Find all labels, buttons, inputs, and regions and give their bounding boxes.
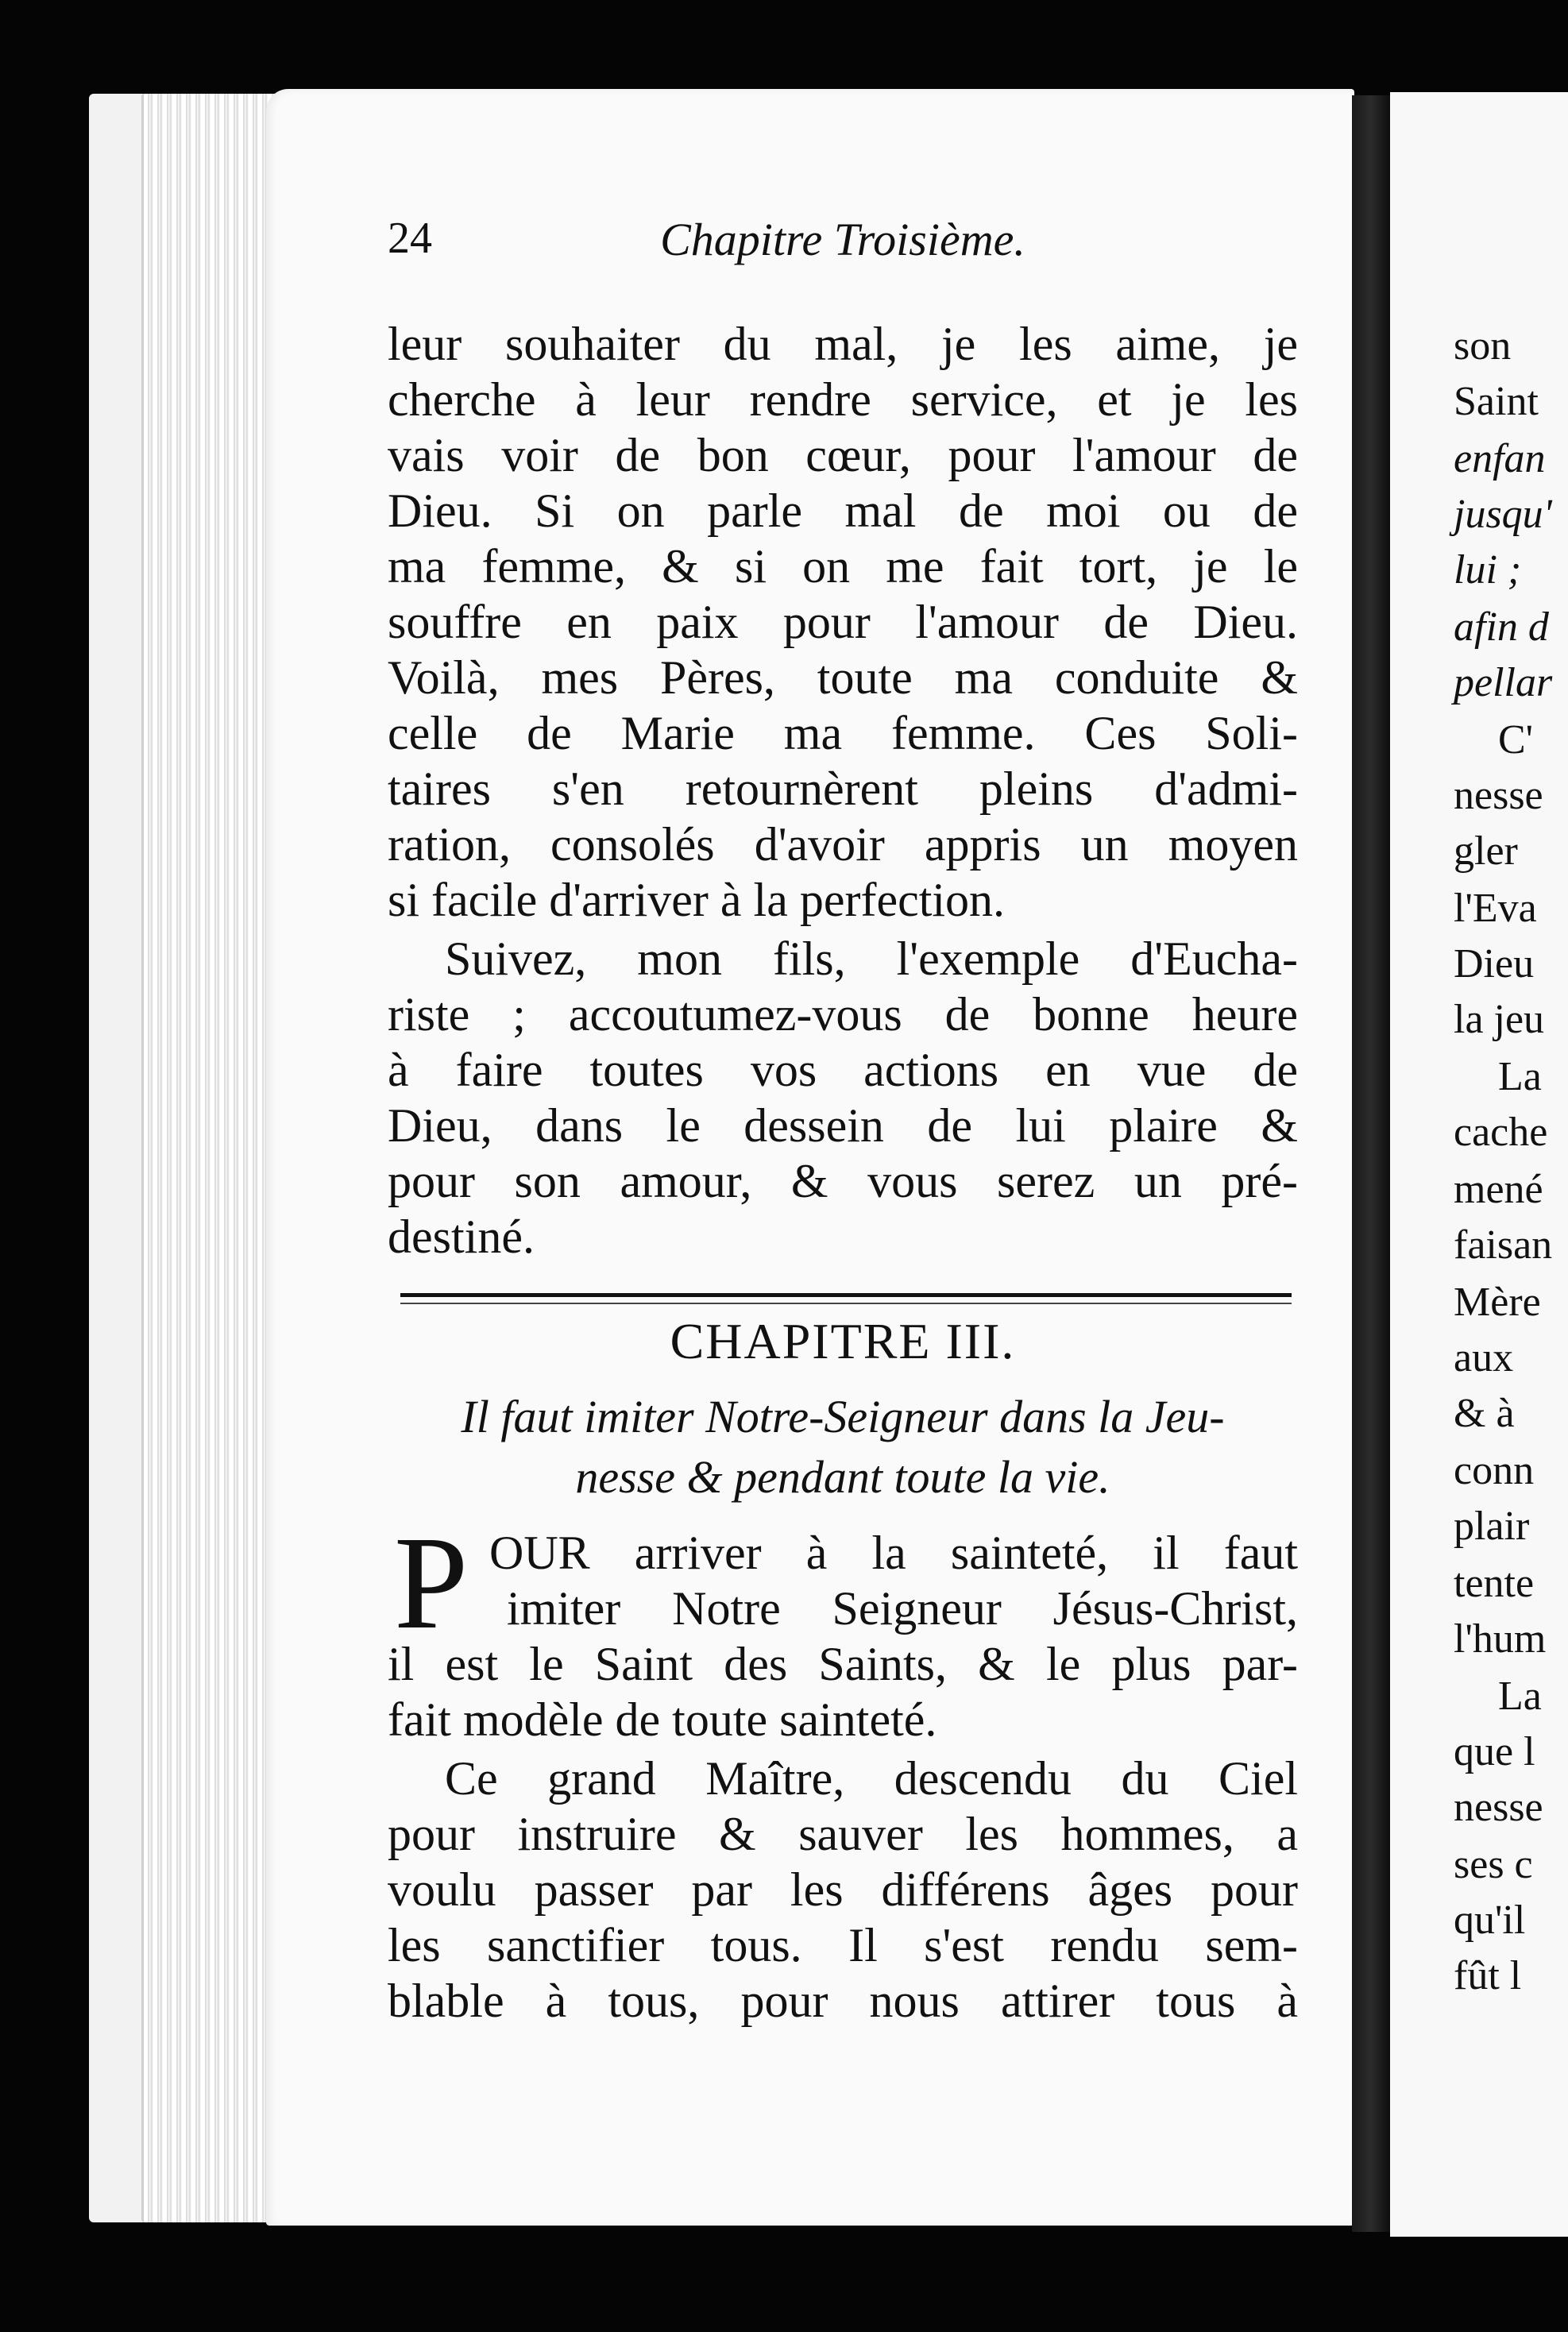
text-line: pour son amour, & vous serez un pré-	[388, 1155, 1298, 1207]
text-line: imiter Notre Seigneur Jésus-Christ,	[507, 1582, 1298, 1635]
text-line: Suivez, mon fils, l'exemple d'Eucha-	[445, 932, 1298, 985]
drop-cap: P	[394, 1509, 469, 1657]
text-line: fait modèle de toute sainteté.	[388, 1693, 937, 1746]
right-line: son	[1454, 323, 1512, 369]
page-number: 24	[388, 214, 432, 263]
text-line: riste ; accoutumez-vous de bonne heure	[388, 988, 1298, 1041]
text-line: blable à tous, pour nous attirer tous à	[388, 1975, 1298, 2027]
right-line: La	[1498, 1674, 1542, 1719]
text-line: destiné.	[388, 1210, 535, 1263]
right-line: ses c	[1454, 1842, 1533, 1887]
right-line: aux	[1454, 1335, 1514, 1380]
right-line: enfan	[1454, 436, 1546, 481]
text-line: les sanctifier tous. Il s'est rendu sem-	[388, 1919, 1298, 1971]
chapter-rule	[400, 1293, 1292, 1297]
text-line: ma femme, & si on me fait tort, je le	[388, 540, 1298, 593]
right-line: conn	[1454, 1448, 1535, 1493]
right-line: tente	[1454, 1561, 1535, 1606]
right-line: C'	[1498, 717, 1534, 763]
chapter-rule-thin	[400, 1303, 1292, 1304]
text-line: voulu passer par les différens âges pour	[388, 1863, 1298, 1916]
text-line: ration, consolés d'avoir appris un moyen	[388, 818, 1298, 871]
text-line: il est le Saint des Saints, & le plus par-	[388, 1638, 1298, 1690]
right-line: La	[1498, 1054, 1542, 1099]
right-line: l'hum	[1454, 1616, 1547, 1662]
right-line: la jeu	[1454, 997, 1545, 1042]
text-line: Dieu, dans le dessein de lui plaire &	[388, 1099, 1298, 1152]
text-line: Dieu. Si on parle mal de moi ou de	[388, 485, 1298, 537]
right-line: Saint	[1454, 379, 1539, 424]
text-line: souffre en paix pour l'amour de Dieu.	[388, 596, 1298, 648]
text-line: Ce grand Maître, descendu du Ciel	[445, 1752, 1298, 1805]
right-line: Dieu	[1454, 941, 1535, 986]
text-line: vais voir de bon cœur, pour l'amour de	[388, 429, 1298, 481]
chapter-heading: CHAPITRE III.	[670, 1313, 1016, 1369]
text-line: leur souhaiter du mal, je les aime, je	[388, 318, 1298, 370]
running-title: Chapitre Troisième.	[660, 214, 1025, 265]
right-line: qu'il	[1454, 1898, 1526, 1943]
text-line: celle de Marie ma femme. Ces Soli-	[388, 707, 1298, 759]
text-line: si facile d'arriver à la perfection.	[388, 874, 1006, 926]
right-line: & à	[1454, 1391, 1515, 1436]
right-line: nesse	[1454, 773, 1543, 818]
right-line: lui ;	[1454, 547, 1522, 593]
text-line: OUR arriver à la sainteté, il faut	[489, 1527, 1298, 1579]
right-line: plair	[1454, 1504, 1530, 1549]
text-line: à faire toutes vos actions en vue de	[388, 1044, 1298, 1096]
text-line: taires s'en retournèrent pleins d'admi-	[388, 763, 1298, 815]
page-edges	[141, 94, 279, 2222]
right-line: que l	[1454, 1729, 1535, 1774]
right-line: afin d	[1454, 604, 1549, 650]
text-line: cherche à leur rendre service, et je les	[388, 373, 1298, 426]
book-gutter	[1352, 95, 1390, 2232]
right-line: l'Eva	[1454, 886, 1537, 931]
text-line: pour instruire & sauver les hommes, a	[388, 1808, 1298, 1860]
right-line: cache	[1454, 1110, 1548, 1155]
chapter-subtitle: Il faut imiter Notre-Seigneur dans la Jeu-	[461, 1391, 1225, 1442]
right-line: fût l	[1454, 1953, 1522, 1998]
right-line: faisan	[1454, 1222, 1553, 1268]
right-line: gler	[1454, 828, 1518, 874]
right-line: Mère	[1454, 1280, 1541, 1325]
running-head	[388, 213, 1298, 268]
text-line: Voilà, mes Pères, toute ma conduite &	[388, 651, 1298, 704]
chapter-subtitle: nesse & pendant toute la vie.	[575, 1451, 1110, 1503]
right-line: jusqu'	[1454, 492, 1552, 537]
right-line: nesse	[1454, 1785, 1543, 1830]
right-page-fragment	[1390, 92, 1568, 2237]
right-line: mené	[1454, 1167, 1543, 1212]
right-line: pellar	[1454, 660, 1553, 705]
